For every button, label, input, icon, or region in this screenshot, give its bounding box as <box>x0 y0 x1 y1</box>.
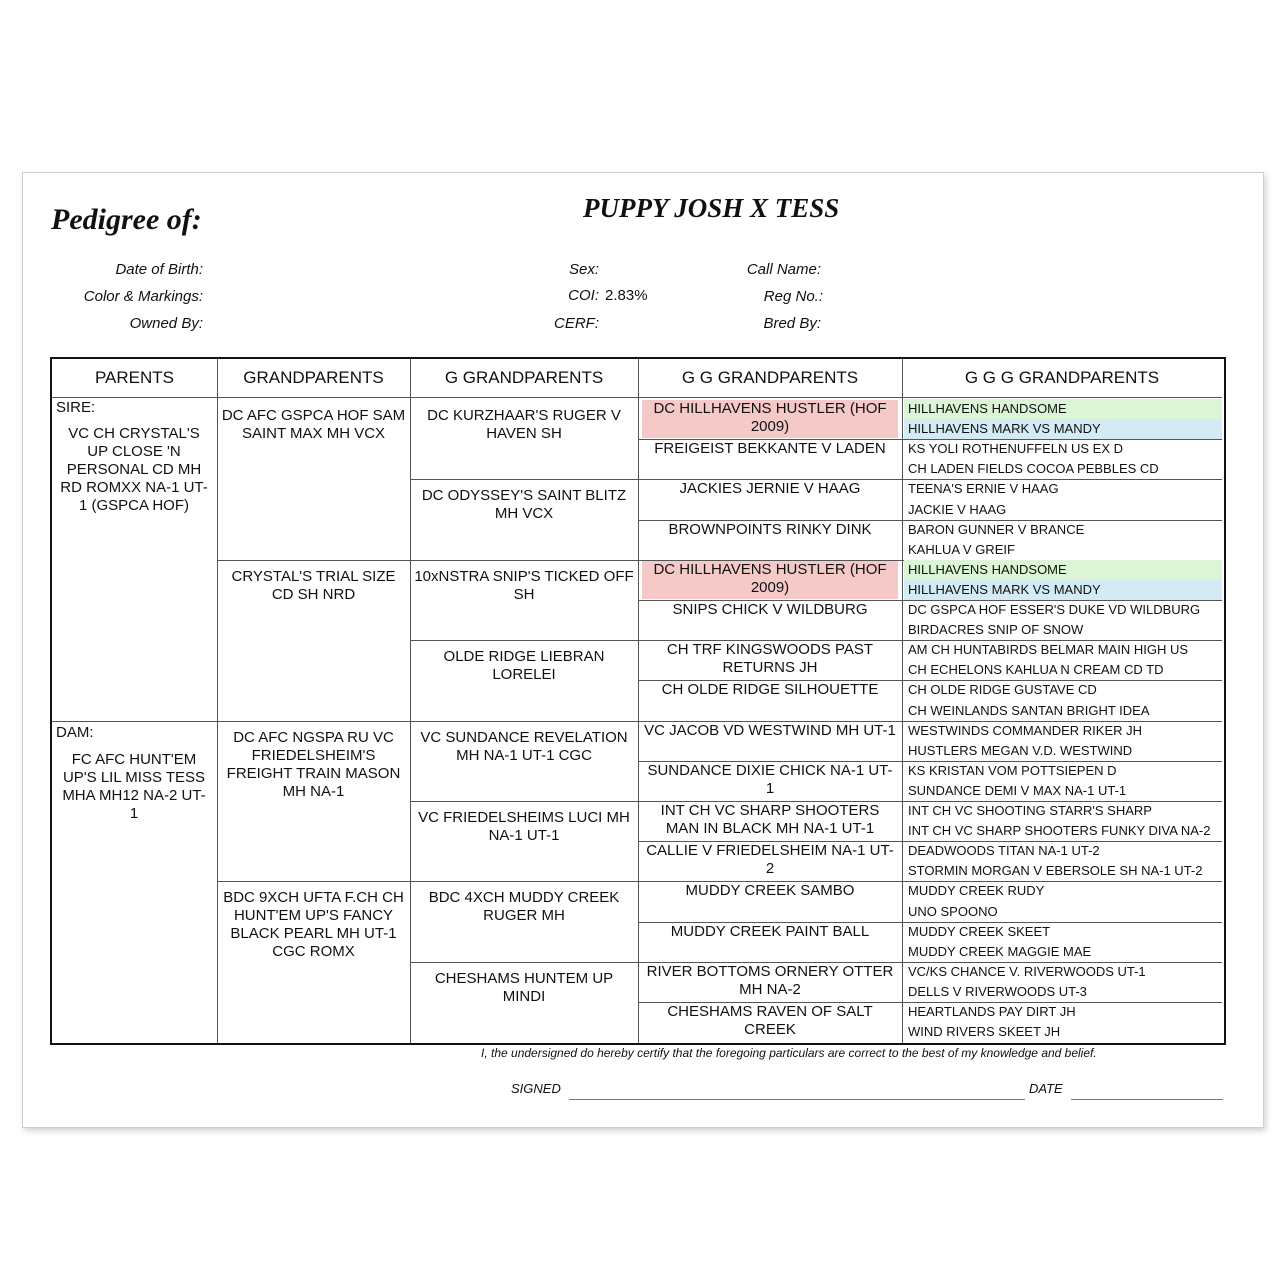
gg-grandparent-name: INT CH VC SHARP SHOOTERS MAN IN BLACK MH NA-1 UT-1 <box>660 802 880 837</box>
ggg-grandparent-name: TEENA'S ERNIE V HAAG <box>908 481 1059 497</box>
page-title: PUPPY JOSH X TESS <box>583 193 840 223</box>
ggg-grandparent-name: INT CH VC SHARP SHOOTERS FUNKY DIVA NA-2 <box>908 823 1211 839</box>
ggg-grandparent-name: HILLHAVENS MARK VS MANDY <box>904 580 1222 600</box>
ggg-grandparent-name: DC GSPCA HOF ESSER'S DUKE VD WILDBURG <box>908 602 1201 617</box>
gg-grandparent-name: SNIPS CHICK V WILDBURG <box>672 601 868 618</box>
g-grandparent-name: CHESHAMS HUNTEM UP MINDI <box>434 969 614 1005</box>
g-grandparent-name: OLDE RIDGE LIEBRAN LORELEI <box>443 648 605 684</box>
gg-grandparent-name: DC HILLHAVENS HUSTLER (HOF 2009) <box>642 561 898 599</box>
ggg-grandparent-name: KS YOLI ROTHENUFFELN US EX D <box>908 441 1124 457</box>
ggg-grandparent-name: CH ECHELONS KAHLUA N CREAM CD TD <box>908 662 1164 678</box>
ggg-grandparent-name: INT CH VC SHOOTING STARR'S SHARP <box>908 803 1152 818</box>
g-grandparent-name: BDC 4XCH MUDDY CREEK RUGER MH <box>428 889 620 925</box>
gg-grandparent-name: MUDDY CREEK SAMBO <box>685 882 855 900</box>
gg-grandparent-name: BROWNPOINTS RINKY DINK <box>668 520 872 538</box>
gg-grandparent-name: FREIGEIST BEKKANTE V LADEN <box>654 440 886 458</box>
bred-by-label: Bred By: <box>763 315 821 332</box>
date-of-birth-label: Date of Birth: <box>115 261 203 278</box>
row-divider <box>410 640 638 641</box>
row-divider <box>410 479 638 480</box>
color-markings-label: Color & Markings: <box>83 288 203 305</box>
gg-grandparent-name: JACKIES JERNIE V HAAG <box>679 480 861 498</box>
coi-label: COI: <box>568 287 599 304</box>
sex-label: Sex: <box>568 261 599 278</box>
column-header-g-grandparents: G GRANDPARENTS <box>444 368 604 387</box>
row-divider <box>217 560 410 561</box>
row-divider <box>410 881 638 882</box>
ggg-grandparent-name: HILLHAVENS HANDSOME <box>904 560 1222 580</box>
ggg-grandparent-name: CH LADEN FIELDS COCOA PEBBLES CD <box>908 461 1159 477</box>
row-divider <box>410 560 638 561</box>
ggg-grandparent-name: MUDDY CREEK SKEET <box>908 923 1051 939</box>
g-grandparent-name: DC ODYSSEY'S SAINT BLITZ MH VCX <box>421 487 627 523</box>
row-divider <box>410 962 638 963</box>
coi-value: 2.83% <box>605 287 648 304</box>
ggg-grandparent-name: WIND RIVERS SKEET JH <box>908 1024 1061 1040</box>
date-label: DATE <box>1029 1081 1063 1096</box>
grandparent-name: DC AFC NGSPA RU VC FRIEDELSHEIM'S FREIGHT TRAIN MASON MH NA-1 <box>226 728 401 800</box>
cerf-label: CERF: <box>554 315 599 332</box>
ggg-grandparent-name: BIRDACRES SNIP OF SNOW <box>908 622 1084 638</box>
g-grandparent-name: 10xNSTRA SNIP'S TICKED OFF SH <box>414 567 634 603</box>
dam-label: DAM: <box>56 724 94 741</box>
grandparent-name: DC AFC GSPCA HOF SAM SAINT MAX MH VCX <box>221 407 406 442</box>
gg-grandparent-name: MUDDY CREEK PAINT BALL <box>670 922 870 940</box>
row-divider <box>217 721 410 722</box>
ggg-grandparent-name: JACKIE V HAAG <box>908 501 1007 517</box>
column-header-gg-grandparents: G G GRANDPARENTS <box>681 368 859 387</box>
ggg-grandparent-name: BARON GUNNER V BRANCE <box>908 521 1085 537</box>
ggg-grandparent-name: CH WEINLANDS SANTAN BRIGHT IDEA <box>908 702 1150 718</box>
ggg-grandparent-name: HILLHAVENS HANDSOME <box>904 399 1222 419</box>
grandparent-name: CRYSTAL'S TRIAL SIZE CD SH NRD <box>231 567 396 603</box>
gg-grandparent-name: CH TRF KINGSWOODS PAST RETURNS JH <box>666 641 874 677</box>
ggg-grandparent-name: WESTWINDS COMMANDER RIKER JH <box>908 722 1142 738</box>
dam-name: FC AFC HUNT'EM UP'S LIL MISS TESS MHA MH12 NA-2 UT-1 <box>62 751 206 822</box>
row-divider <box>217 881 410 882</box>
gg-grandparent-name: RIVER BOTTOMS ORNERY OTTER MH NA-2 <box>646 962 894 998</box>
sire-name: VC CH CRYSTAL'S UP CLOSE 'N PERSONAL CD MH RD ROMXX NA-1 UT-1 (GSPCA HOF) <box>60 425 208 514</box>
owned-by-label: Owned By: <box>129 315 203 332</box>
reg-no-label: Reg No.: <box>763 288 823 305</box>
ggg-grandparent-name: DELLS V RIVERWOODS UT-3 <box>908 983 1087 999</box>
grandparent-name: BDC 9XCH UFTA F.CH CH HUNT'EM UP'S FANCY BLACK PEARL MH UT-1 CGC ROMX <box>223 889 404 961</box>
signed-label: SIGNED <box>511 1081 561 1096</box>
ggg-grandparent-name: MUDDY CREEK MAGGIE MAE <box>908 943 1092 959</box>
ggg-grandparent-name: MUDDY CREEK RUDY <box>908 883 1045 899</box>
g-grandparent-name: VC FRIEDELSHEIMS LUCI MH NA-1 UT-1 <box>418 809 630 844</box>
ggg-grandparent-name: STORMIN MORGAN V EBERSOLE SH NA-1 UT-2 <box>908 863 1203 879</box>
gg-grandparent-name: VC JACOB VD WESTWIND MH UT-1 <box>644 721 896 739</box>
ggg-grandparent-name: HUSTLERS MEGAN V.D. WESTWIND <box>908 742 1133 758</box>
column-header-parents: PARENTS <box>94 368 175 387</box>
gg-grandparent-name: SUNDANCE DIXIE CHICK NA-1 UT-1 <box>647 761 893 797</box>
row-divider <box>410 801 638 802</box>
ggg-grandparent-name: SUNDANCE DEMI V MAX NA-1 UT-1 <box>908 782 1127 798</box>
ggg-grandparent-name: UNO SPOONO <box>908 903 998 919</box>
ggg-grandparent-name: DEADWOODS TITAN NA-1 UT-2 <box>908 843 1100 859</box>
ggg-grandparent-name: HEARTLANDS PAY DIRT JH <box>908 1004 1076 1019</box>
row-divider <box>410 721 638 722</box>
pedigree-sheet <box>22 172 1264 1128</box>
signature-line[interactable] <box>569 1099 1025 1100</box>
gg-grandparent-name: CALLIE V FRIEDELSHEIM NA-1 UT-2 <box>646 842 894 878</box>
ggg-grandparent-name: AM CH HUNTABIRDS BELMAR MAIN HIGH US <box>908 642 1189 658</box>
pedigree-table <box>50 357 1226 1045</box>
column-header-ggg-grandparents: G G G GRANDPARENTS <box>964 368 1160 387</box>
column-divider <box>410 359 411 1043</box>
ggg-grandparent-name: VC/KS CHANCE V. RIVERWOODS UT-1 <box>908 963 1146 979</box>
sire-label: SIRE: <box>56 399 96 416</box>
row-divider <box>52 721 217 722</box>
g-grandparent-name: DC KURZHAAR'S RUGER V HAVEN SH <box>427 407 621 442</box>
ggg-grandparent-name: KAHLUA V GREIF <box>908 541 1015 557</box>
ggg-grandparent-name: HILLHAVENS MARK VS MANDY <box>904 419 1222 439</box>
gg-grandparent-name: DC HILLHAVENS HUSTLER (HOF 2009) <box>642 400 898 438</box>
column-divider <box>217 359 218 1043</box>
date-line[interactable] <box>1071 1099 1223 1100</box>
column-divider <box>902 359 903 1043</box>
pedigree-of-heading: Pedigree of: <box>51 203 202 236</box>
certification-text: I, the undersigned do hereby certify that the foregoing particulars are correct to the best of my knowledge and belief. <box>481 1046 1097 1060</box>
g-grandparent-name: VC SUNDANCE REVELATION MH NA-1 UT-1 CGC <box>420 728 628 764</box>
call-name-label: Call Name: <box>746 261 821 278</box>
ggg-grandparent-name: KS KRISTAN VOM POTTSIEPEN D <box>908 762 1117 778</box>
column-header-grandparents: GRANDPARENTS <box>243 368 384 387</box>
gg-grandparent-name: CH OLDE RIDGE SILHOUETTE <box>661 681 879 699</box>
gg-grandparent-name: CHESHAMS RAVEN OF SALT CREEK <box>667 1003 873 1038</box>
header-divider <box>52 397 1222 398</box>
column-divider <box>638 359 639 1043</box>
ggg-grandparent-name: CH OLDE RIDGE GUSTAVE CD <box>908 682 1097 698</box>
